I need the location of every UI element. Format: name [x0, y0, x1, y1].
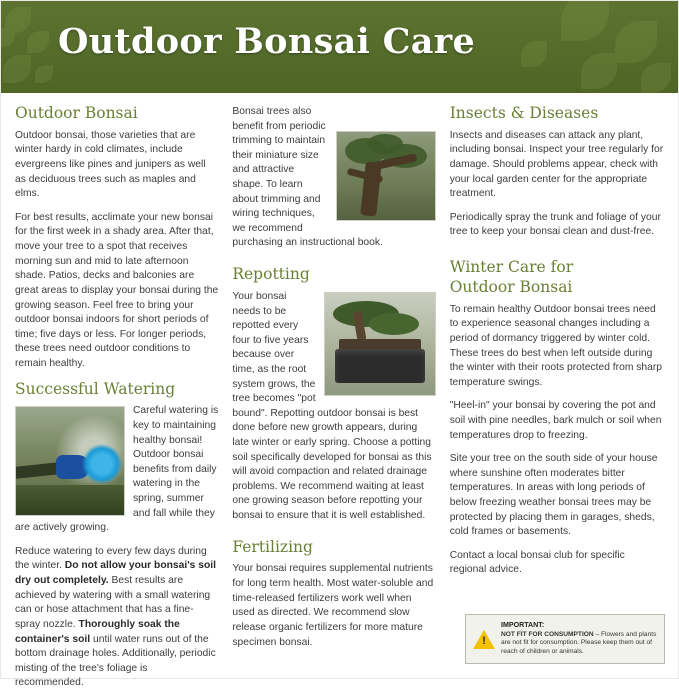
- image-bonsai-in-tray: [324, 292, 436, 396]
- heading-outdoor-bonsai: Outdoor Bonsai: [15, 104, 138, 122]
- column-right: [450, 105, 664, 680]
- paragraph-outdoor-bonsai-2: For best results, acclimate your new bonsai for the first week in a shady area. After that, move your tree to a spot that receives morning sun and mid to late afternoon shade. Patios, decks and balconies are great areas to display your bonsai during the growing season. Feel free to bring your outdoor bonsai indoors for short periods of time; five days or less. For longer periods, these trees need outdoor conditions to remain healthy.: [15, 211, 219, 369]
- paragraph-winter-4: Contact a local bonsai club for specific regional advice.: [449, 549, 625, 576]
- paragraph-insects-2: Periodically spray the trunk and foliage of your tree to keep your bonsai clean and dust-free.: [449, 211, 661, 238]
- paragraph-repotting-1: Your bonsai needs to be repotted every four to five years because over time, as the root system grows, the tree becomes "pot bound". Repotting outdoor bonsai is best done before new growth appears, during late winter or early spring. Choose a potting soil specifically developed for bonsai as this will avoid compaction and related drainage problems. We recommend waiting at least one growing season before repotting your bonsai to ensure that it is well established.: [232, 290, 432, 522]
- warning-text: [501, 621, 657, 657]
- heading-winter-care-line2: Outdoor Bonsai: [449, 277, 573, 296]
- watering-2-end: until water runs out of the bottom drainage holes. Additionally, periodic misting of the tree's foliage is recommended.: [15, 633, 216, 689]
- paragraph-outdoor-bonsai-1: Outdoor bonsai, those varieties that are winter hardy in cold climates, include evergreens like pines and junipers as well as deciduous trees such as maples and elms.: [15, 129, 206, 200]
- paragraph-watering-2: [15, 545, 218, 691]
- image-watering-hose: [15, 406, 125, 516]
- column-left: [15, 104, 232, 689]
- warning-triangle-icon: [473, 630, 495, 649]
- watering-text-wrap: [15, 404, 218, 544]
- image-bonsai-trunk: [336, 131, 436, 221]
- warning-headline: NOT FIT FOR CONSUMPTION: [501, 630, 594, 638]
- watering-2-mid: Best results are achieved by watering with a small watering can or hose attachment that has a fine-spray nozzle.: [15, 575, 211, 630]
- warning-title: IMPORTANT:: [501, 621, 545, 629]
- important-warning-box: [465, 614, 665, 664]
- heading-successful-watering: Successful Watering: [15, 379, 176, 398]
- page-header: [1, 1, 678, 93]
- heading-fertilizing: Fertilizing: [232, 537, 313, 556]
- page-title: Outdoor Bonsai Care: [58, 21, 476, 62]
- intro-wrap: [232, 105, 435, 260]
- warning-body: – Flowers and plants are not fit for consumption. Please keep them out of reach of children or animals.: [501, 630, 657, 656]
- watering-2-bold-1: Do not allow your bonsai's soil dry out completely.: [15, 560, 216, 587]
- paragraph-trimming-intro: Bonsai trees also benefit from periodic trimming to maintain their miniature size and attractive shape. To learn about trimming and wiring techniques, we recommend purchasing an instructional book.: [232, 106, 383, 249]
- repotting-wrap: [232, 290, 435, 533]
- paragraph-winter-3: Site your tree on the south side of your house where sunshine often moderates bitter temperatures. In areas with long periods of below freezing weather bonsai trees may be protected by placing them in garages, sheds, cold frames or basements.: [449, 453, 658, 538]
- content-area: [1, 93, 678, 689]
- heading-insects-diseases: Insects & Diseases: [449, 104, 599, 122]
- watering-2-bold-2: Thoroughly soak the container's soil: [15, 618, 180, 645]
- paragraph-winter-1: To remain healthy Outdoor bonsai trees need to experience seasonal changes including a period of dormancy triggered by winter cold. These trees do best when left outside during the winter with their roots protected from sharp temperature swings.: [449, 303, 663, 388]
- heading-repotting: Repotting: [232, 265, 310, 284]
- paragraph-fertilizing-1: Your bonsai requires supplemental nutrients for long term health. Most water-soluble and time-released fertilizers work well when used as directed. We recommend slow release organic fertilizers for more mature specimen bonsai.: [232, 563, 434, 648]
- paragraph-insects-1: Insects and diseases can attack any plant, including bonsai. Inspect your tree regularly for damage. Should problems appear, check with your local garden center for the appropriate treatment.: [449, 129, 664, 200]
- watering-2-pre: Reduce watering to every few days during the winter.: [15, 545, 207, 572]
- paragraph-watering-1: Careful watering is key to maintaining healthy bonsai! Outdoor bonsai benefits from daily watering in the spring, summer and fall while they are actively growing.: [15, 405, 219, 534]
- heading-winter-care-line1: Winter Care for: [449, 258, 574, 277]
- paragraph-winter-2: "Heel-in" your bonsai by covering the pot and soil with pine needles, bark mulch or soil when temperatures drop to freezing.: [449, 400, 662, 441]
- column-middle: [232, 105, 449, 680]
